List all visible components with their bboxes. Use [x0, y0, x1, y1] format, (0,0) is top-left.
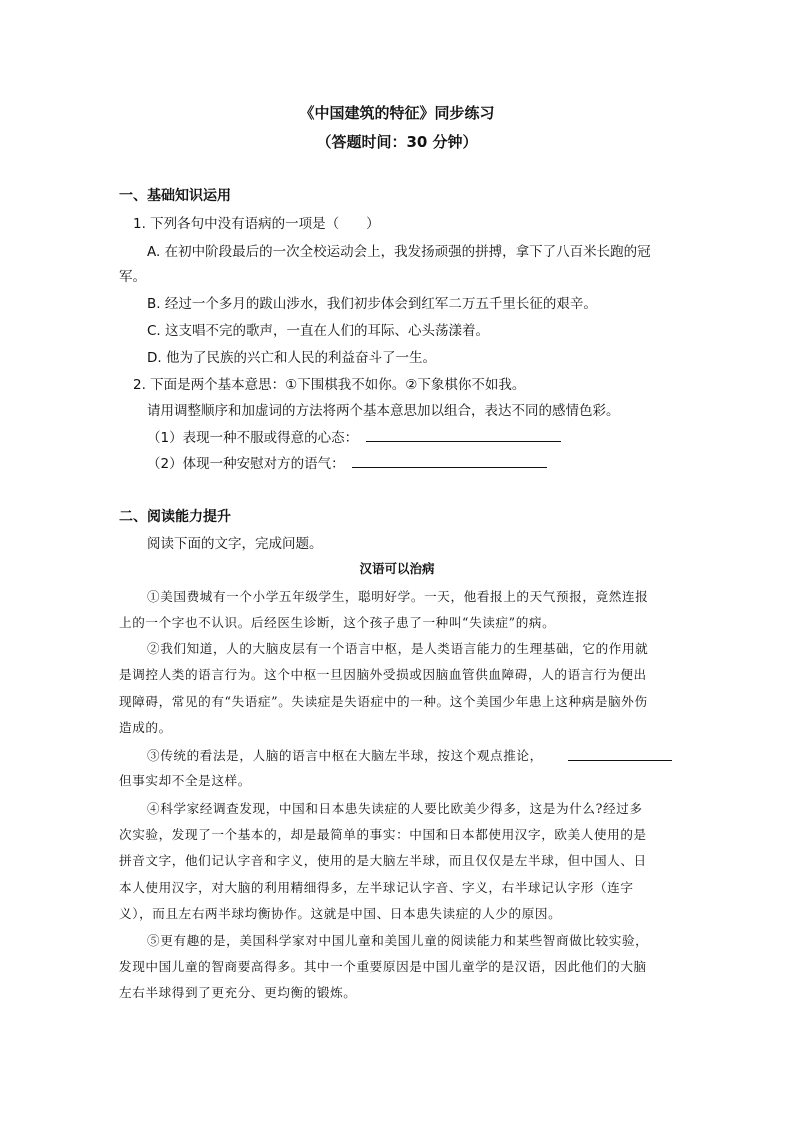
option-a-line1: A. 在初中阶段最后的一次全校运动会上，我发扬顽强的拼搏，拿下了八百米长跑的冠 [147, 244, 651, 260]
question-1-stem: 1. 下列各句中没有语病的一项是（ ） [133, 216, 380, 232]
passage-line: 拼音文字，他们记认字音和字义，使用的是大脑左半球，而且仅仅是左半球，但中国人、日 [119, 853, 647, 868]
passage-title: 汉语可以治病 [359, 561, 435, 576]
option-c: C. 这支唱不完的歌声，一直在人们的耳际、心头荡漾着。 [147, 323, 490, 339]
passage-line: 次实验，发现了一个基本的，却是最简单的事实：中国和日本都使用汉字，欧美人使用的是 [119, 827, 647, 842]
page-title: 《中国建筑的特征》同步练习 [299, 104, 495, 122]
answer-blank-2[interactable] [352, 467, 547, 468]
passage-line: ⑤更有趣的是，美国科学家对中国儿童和美国儿童的阅读能力和某些智商做比较实验， [147, 933, 649, 948]
option-a-line2: 军。 [119, 269, 146, 285]
passage-line: 上的一个字也不认识。后经医生诊断，这个孩子患了一种叫“失读症”的病。 [119, 615, 556, 630]
passage-line: 义），而且左右两半球均衡协作。这就是中国、日本患失读症的人少的原因。 [119, 906, 562, 921]
passage-line: 本人使用汉字，对大脑的利用精细得多，左半球记认字音、字义，右半球记认字形（连字 [119, 880, 634, 895]
question-2-part-2: （2）体现一种安慰对方的语气： [147, 456, 345, 472]
passage-line: ②我们知道，人的大脑皮层有一个语言中枢，是人类语言能力的生理基础，它的作用就 [147, 641, 649, 656]
time-note: （答题时间：30 分钟） [316, 133, 478, 151]
passage-line: ④科学家经调查发现，中国和日本患失读症的人要比欧美少得多，这是为什么?经过多 [147, 801, 643, 816]
question-2-stem: 2. 下面是两个基本意思：①下围棋我不如你。②下象棋你不如我。 [133, 377, 526, 393]
section-heading-reading: 二、阅读能力提升 [119, 509, 231, 525]
passage-line: ③传统的看法是，人脑的语言中枢在大脑左半球，按这个观点推论， [147, 748, 543, 763]
passage-line: 左右半球得到了更充分、更均衡的锻炼。 [119, 985, 357, 1000]
passage-line: 但事实却不全是这样。 [119, 773, 251, 788]
section-heading-basics: 一、基础知识运用 [119, 188, 231, 204]
answer-blank-1[interactable] [366, 441, 561, 442]
passage-line: 现障碍，常见的有“失语症”。失读症是失语症中的一种。这个美国少年患上这种病是脑外伤 [119, 694, 648, 709]
question-2-part-1: （1）表现一种不服或得意的心态： [147, 430, 359, 446]
passage-line: ①美国费城有一个小学五年级学生，聪明好学。一天，他看报上的天气预报，竟然连报 [147, 589, 649, 604]
reading-intro: 阅读下面的文字，完成问题。 [147, 536, 323, 552]
passage-line: 是调控人类的语言行为。这个中枢一旦因脑外受损或因脑血管供血障碍，人的语言行为便出 [119, 667, 647, 682]
option-d: D. 他为了民族的兴亡和人民的利益奋斗了一生。 [147, 350, 436, 366]
passage-line: 造成的。 [119, 720, 172, 735]
passage-answer-blank[interactable] [568, 760, 672, 761]
passage-line: 发现中国儿童的智商要高得多。其中一个重要原因是中国儿童学的是汉语，因此他们的大脑 [119, 959, 647, 974]
option-b: B. 经过一个多月的跋山涉水，我们初步体会到红军二万五千里长征的艰辛。 [147, 296, 597, 312]
question-2-instruction: 请用调整顺序和加虚词的方法将两个基本意思加以组合，表达不同的感情色彩。 [147, 403, 620, 419]
